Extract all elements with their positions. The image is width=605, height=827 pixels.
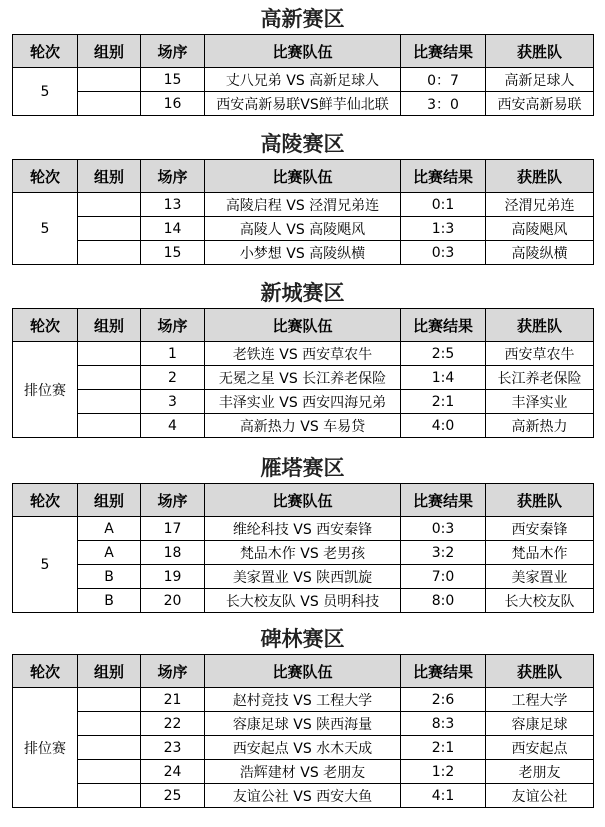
- result-cell: 8:0: [401, 589, 486, 613]
- column-header: 场序: [141, 655, 205, 688]
- division-title: 新城赛区: [260, 280, 345, 305]
- teams-cell: 老铁连 VS 西安草农牛: [205, 342, 401, 366]
- table-row: [13, 390, 594, 414]
- header-row: [13, 655, 594, 688]
- group-cell: [78, 736, 141, 760]
- column-header: 轮次: [13, 160, 78, 193]
- winner-cell: 泾渭兄弟连: [486, 193, 594, 217]
- winner-cell: 工程大学: [486, 688, 594, 712]
- winner-cell: 梵品木作: [486, 541, 594, 565]
- column-header: 获胜队: [486, 655, 594, 688]
- column-header: 轮次: [13, 35, 78, 68]
- match-number-cell: 15: [141, 68, 205, 92]
- round-cell: 5: [13, 517, 78, 613]
- winner-cell: 西安草农牛: [486, 342, 594, 366]
- winner-cell: 老朋友: [486, 760, 594, 784]
- result-cell: 4:0: [401, 414, 486, 438]
- column-header: 比赛队伍: [205, 35, 401, 68]
- header-row: [13, 309, 594, 342]
- group-cell: [78, 414, 141, 438]
- winner-cell: 高陵纵横: [486, 241, 594, 265]
- table-row: [13, 92, 594, 116]
- teams-cell: 梵品木作 VS 老男孩: [205, 541, 401, 565]
- column-header: 组别: [78, 484, 141, 517]
- match-number-cell: 13: [141, 193, 205, 217]
- results-table: [12, 654, 594, 808]
- teams-cell: 高新热力 VS 车易贷: [205, 414, 401, 438]
- round-cell: 5: [13, 68, 78, 116]
- column-header: 比赛结果: [401, 655, 486, 688]
- winner-cell: 长江养老保险: [486, 366, 594, 390]
- group-cell: [78, 712, 141, 736]
- result-cell: 0:3: [401, 517, 486, 541]
- column-header: 轮次: [13, 309, 78, 342]
- column-header: 获胜队: [486, 309, 594, 342]
- result-cell: 2:1: [401, 390, 486, 414]
- division-title: 雁塔赛区: [260, 455, 345, 480]
- column-header: 获胜队: [486, 160, 594, 193]
- results-table: [12, 159, 594, 265]
- group-cell: [78, 784, 141, 808]
- group-cell: [78, 193, 141, 217]
- match-number-cell: 25: [141, 784, 205, 808]
- teams-cell: 长大校友队 VS 员明科技: [205, 589, 401, 613]
- division-title: 碑林赛区: [260, 626, 345, 651]
- winner-cell: 高新热力: [486, 414, 594, 438]
- winner-cell: 容康足球: [486, 712, 594, 736]
- header-row: [13, 484, 594, 517]
- match-number-cell: 14: [141, 217, 205, 241]
- match-number-cell: 17: [141, 517, 205, 541]
- result-cell: 7:0: [401, 565, 486, 589]
- result-cell: 0:1: [401, 193, 486, 217]
- result-cell: 3:2: [401, 541, 486, 565]
- match-number-cell: 23: [141, 736, 205, 760]
- match-number-cell: 15: [141, 241, 205, 265]
- teams-cell: 美家置业 VS 陕西凯旋: [205, 565, 401, 589]
- division-section: [12, 129, 593, 265]
- table-row: [13, 712, 594, 736]
- match-number-cell: 1: [141, 342, 205, 366]
- match-number-cell: 18: [141, 541, 205, 565]
- group-cell: [78, 342, 141, 366]
- group-cell: [78, 92, 141, 116]
- results-table: [12, 34, 594, 116]
- teams-cell: 丈八兄弟 VS 高新足球人: [205, 68, 401, 92]
- result-cell: 3：0: [401, 92, 486, 116]
- result-cell: 2:5: [401, 342, 486, 366]
- teams-cell: 浩辉建材 VS 老朋友: [205, 760, 401, 784]
- winner-cell: 长大校友队: [486, 589, 594, 613]
- match-number-cell: 4: [141, 414, 205, 438]
- column-header: 比赛队伍: [205, 484, 401, 517]
- teams-cell: 西安起点 VS 水木天成: [205, 736, 401, 760]
- division-section: [12, 453, 593, 613]
- result-cell: 4:1: [401, 784, 486, 808]
- group-cell: [78, 390, 141, 414]
- teams-cell: 无冕之星 VS 长江养老保险: [205, 366, 401, 390]
- column-header: 比赛队伍: [205, 309, 401, 342]
- group-cell: [78, 68, 141, 92]
- winner-cell: 西安高新易联: [486, 92, 594, 116]
- result-cell: 1:2: [401, 760, 486, 784]
- division-section: [12, 278, 593, 438]
- result-cell: 0:3: [401, 241, 486, 265]
- table-row: [13, 342, 594, 366]
- winner-cell: 友谊公社: [486, 784, 594, 808]
- winner-cell: 西安秦锋: [486, 517, 594, 541]
- table-row: [13, 589, 594, 613]
- column-header: 组别: [78, 160, 141, 193]
- teams-cell: 维纶科技 VS 西安秦锋: [205, 517, 401, 541]
- header-row: [13, 160, 594, 193]
- division-section: [12, 624, 593, 808]
- result-cell: 1:4: [401, 366, 486, 390]
- teams-cell: 丰泽实业 VS 西安四海兄弟: [205, 390, 401, 414]
- group-cell: B: [78, 589, 141, 613]
- match-number-cell: 19: [141, 565, 205, 589]
- column-header: 比赛队伍: [205, 655, 401, 688]
- table-row: [13, 736, 594, 760]
- winner-cell: 美家置业: [486, 565, 594, 589]
- group-cell: B: [78, 565, 141, 589]
- table-row: [13, 414, 594, 438]
- group-cell: [78, 217, 141, 241]
- match-number-cell: 20: [141, 589, 205, 613]
- table-row: [13, 760, 594, 784]
- column-header: 组别: [78, 655, 141, 688]
- results-table: [12, 483, 594, 613]
- group-cell: [78, 366, 141, 390]
- header-row: [13, 35, 594, 68]
- match-number-cell: 22: [141, 712, 205, 736]
- column-header: 比赛结果: [401, 309, 486, 342]
- match-number-cell: 16: [141, 92, 205, 116]
- teams-cell: 小梦想 VS 高陵纵横: [205, 241, 401, 265]
- round-cell: 5: [13, 193, 78, 265]
- column-header: 轮次: [13, 655, 78, 688]
- table-row: [13, 366, 594, 390]
- round-cell: 排位赛: [13, 342, 78, 438]
- division-title: 高新赛区: [260, 6, 345, 31]
- group-cell: A: [78, 517, 141, 541]
- teams-cell: 西安高新易联VS鲜芋仙北联: [205, 92, 401, 116]
- column-header: 比赛结果: [401, 160, 486, 193]
- column-header: 场序: [141, 35, 205, 68]
- division-section: [12, 4, 593, 116]
- column-header: 场序: [141, 309, 205, 342]
- division-title: 高陵赛区: [260, 131, 345, 156]
- table-row: [13, 68, 594, 92]
- column-header: 获胜队: [486, 484, 594, 517]
- round-cell: 排位赛: [13, 688, 78, 808]
- table-row: [13, 784, 594, 808]
- match-number-cell: 2: [141, 366, 205, 390]
- column-header: 比赛结果: [401, 484, 486, 517]
- result-cell: 2:1: [401, 736, 486, 760]
- column-header: 比赛结果: [401, 35, 486, 68]
- match-number-cell: 24: [141, 760, 205, 784]
- winner-cell: 高新足球人: [486, 68, 594, 92]
- column-header: 比赛队伍: [205, 160, 401, 193]
- column-header: 场序: [141, 484, 205, 517]
- table-row: [13, 241, 594, 265]
- winner-cell: 西安起点: [486, 736, 594, 760]
- column-header: 轮次: [13, 484, 78, 517]
- result-cell: 8:3: [401, 712, 486, 736]
- column-header: 场序: [141, 160, 205, 193]
- group-cell: [78, 760, 141, 784]
- table-row: [13, 541, 594, 565]
- table-row: [13, 193, 594, 217]
- column-header: 获胜队: [486, 35, 594, 68]
- column-header: 组别: [78, 35, 141, 68]
- result-cell: 2:6: [401, 688, 486, 712]
- group-cell: [78, 688, 141, 712]
- winner-cell: 丰泽实业: [486, 390, 594, 414]
- column-header: 组别: [78, 309, 141, 342]
- result-cell: 1:3: [401, 217, 486, 241]
- teams-cell: 赵村竞技 VS 工程大学: [205, 688, 401, 712]
- teams-cell: 友谊公社 VS 西安大鱼: [205, 784, 401, 808]
- table-row: [13, 565, 594, 589]
- results-table: [12, 308, 594, 438]
- table-row: [13, 217, 594, 241]
- match-number-cell: 21: [141, 688, 205, 712]
- result-cell: 0：7: [401, 68, 486, 92]
- group-cell: A: [78, 541, 141, 565]
- teams-cell: 高陵启程 VS 泾渭兄弟连: [205, 193, 401, 217]
- table-row: [13, 517, 594, 541]
- table-row: [13, 688, 594, 712]
- teams-cell: 容康足球 VS 陕西海量: [205, 712, 401, 736]
- group-cell: [78, 241, 141, 265]
- match-number-cell: 3: [141, 390, 205, 414]
- teams-cell: 高陵人 VS 高陵飓风: [205, 217, 401, 241]
- winner-cell: 高陵飓风: [486, 217, 594, 241]
